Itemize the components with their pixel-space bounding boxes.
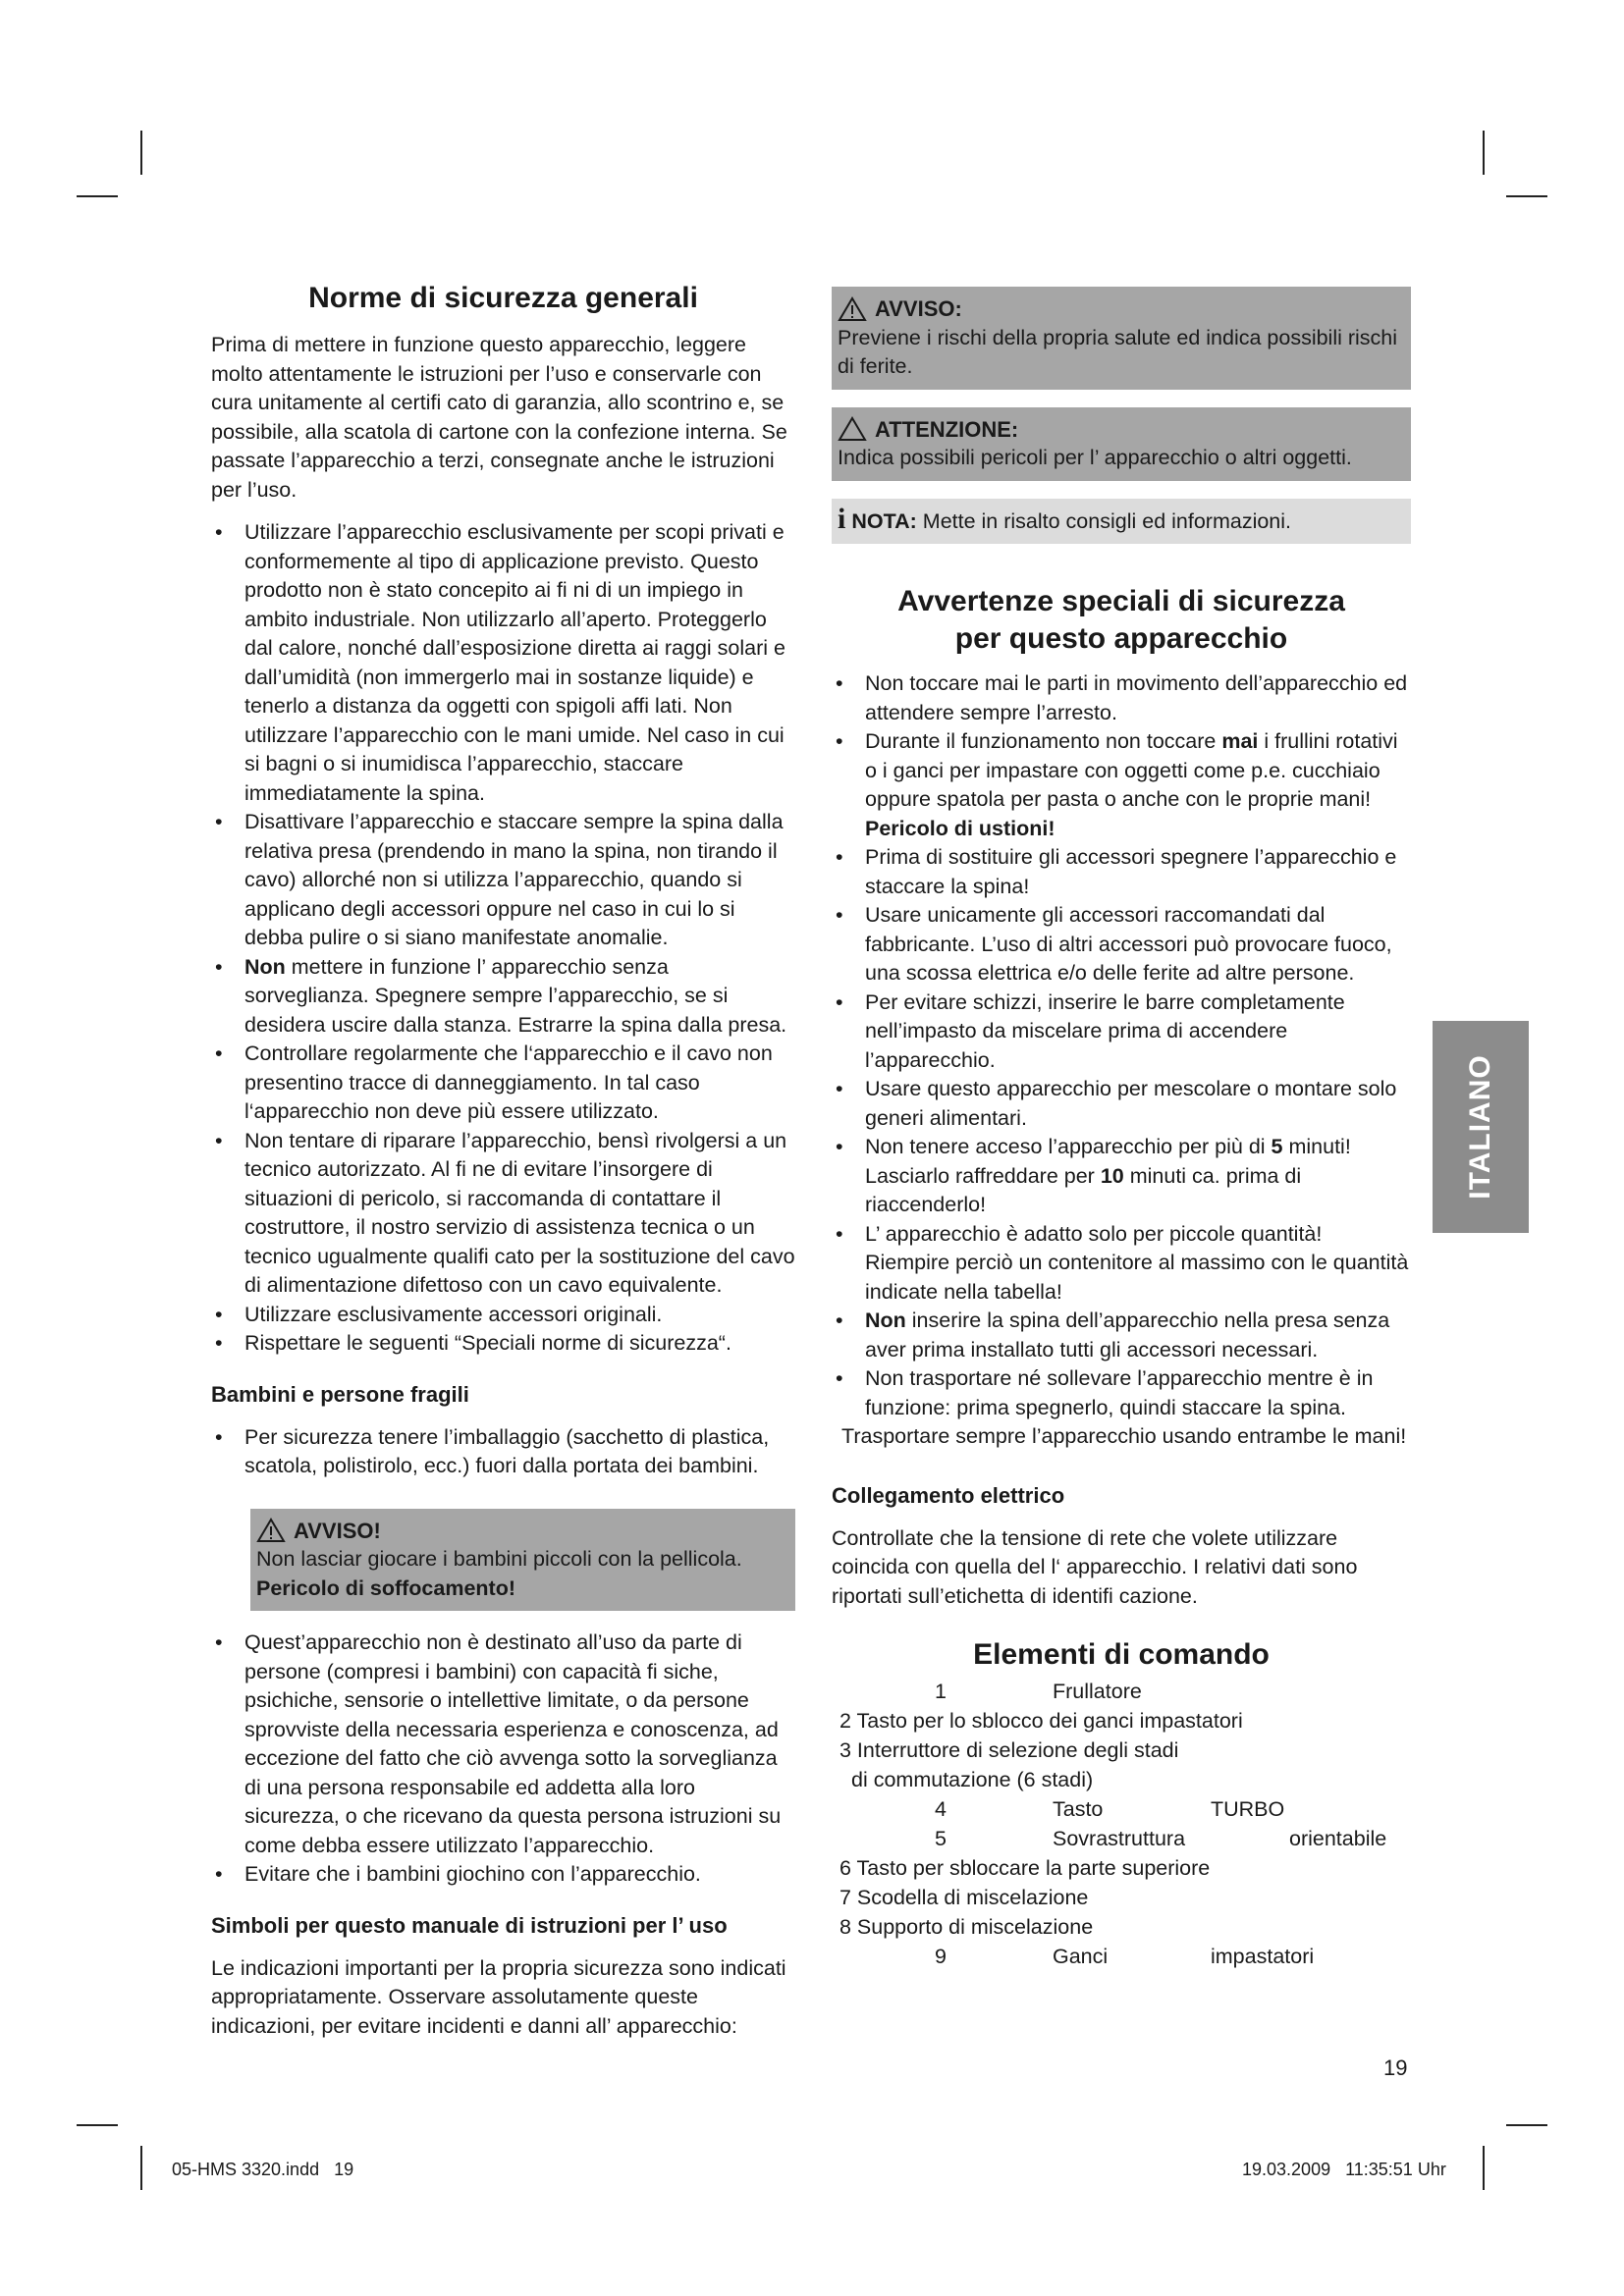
language-tab xyxy=(1433,1021,1529,1233)
avviso-title xyxy=(838,294,1401,324)
page-number: 19 xyxy=(1383,2056,1408,2080)
control-label: 2 Tasto per lo sblocco dei ganci impastatori xyxy=(839,1709,1243,1733)
control-number: 4 xyxy=(935,1797,947,1821)
control-item xyxy=(832,1854,1411,1884)
language-tab-label: ITALIANO xyxy=(1464,1054,1496,1200)
nota-label: NOTA: xyxy=(851,508,917,533)
control-label-extra: impastatori xyxy=(1211,1945,1315,1968)
symbols-section-title: Simboli per questo manuale di istruzioni per l’ uso xyxy=(211,1912,728,1938)
special-safety-title-line1: Avvertenze speciali di sicurezza xyxy=(897,585,1345,617)
bold-text: 5 xyxy=(1271,1135,1283,1158)
control-label-extra: orientabile xyxy=(1289,1827,1387,1850)
attenzione-text: Indica possibili pericoli per l’ apparecchio o altri oggetti. xyxy=(838,446,1352,469)
electrical-section-title: Collegamento elettrico xyxy=(832,1482,1065,1508)
info-icon: i xyxy=(838,502,846,535)
crop-mark xyxy=(140,131,142,175)
list-item: • Prima di sostituire gli accessori spegnere l’apparecchio e staccare la spina! xyxy=(832,843,1411,901)
list-item: • Non tentare di riparare l’apparecchio, bensì rivolgersi a un tecnico autorizzato. Al fi ne di evitare l’insorgere di situazioni di pericolo, si raccomanda di contattare il costruttore, il nostro servizio di assistenza tecnica o un tecnico ugualmente qualifi cato per la sostituzione del cavo di alimentazione difettoso con un cavo equivalente. xyxy=(211,1127,795,1301)
special-safety-title xyxy=(832,583,1411,658)
control-item xyxy=(832,1678,1411,1707)
list-item-text: inserire la spina dell’apparecchio nella presa senza aver prima installato tutti gli accessori necessari. xyxy=(865,1308,1390,1362)
control-label: Tasto xyxy=(1053,1797,1104,1821)
special-safety-title-line2: per questo apparecchio xyxy=(954,622,1288,655)
controls-list xyxy=(832,1678,1411,1972)
control-number: 5 xyxy=(935,1827,947,1850)
control-item xyxy=(832,1736,1411,1766)
list-item: • Utilizzare l’apparecchio esclusivamente per scopi privati e conformemente al tipo di applicazione previsto. Questo prodotto non è stato concepito ai fi ni di un impiego in ambito industriale. Non utilizzarlo all’aperto. Proteggerlo dal calore, nonché dall’esposizione diretta ai raggi solari e dall’umidità (non immergerlo mai in sostanze liquide) e tenerlo a distanza da oggetti con spigoli affi lati. Non utilizzare l’apparecchio con le mani umide. Nel caso in cui si bagni o si inumidisca l’apparecchio, staccare immediatamente la spina. xyxy=(211,518,795,808)
list-item xyxy=(832,1133,1411,1220)
crop-mark xyxy=(1483,2146,1485,2190)
transport-note: Trasportare sempre l’apparecchio usando entrambe le mani! xyxy=(841,1424,1407,1448)
list-item: • Quest’apparecchio non è destinato all’uso da parte di persone (compresi i bambini) con capacità fi siche, psichiche, sensorie o intellettive limitate, o da persone sprovviste della necessaria esperienza e conoscenza, ad eccezione del fatto che ciò avvenga sotto la sorveglianza di una persona responsabile ed addetta alla loro sicurezza, o che ricevano da questa persona istruzioni su come debba essere utilizzato l’apparecchio. xyxy=(211,1629,795,1860)
child-warning-box xyxy=(250,1509,795,1612)
list-item-text: Durante il funzionamento non toccare xyxy=(865,729,1222,753)
control-item xyxy=(832,1825,1411,1854)
control-item xyxy=(832,1913,1411,1943)
symbols-paragraph: Le indicazioni importanti per la propria sicurezza sono indicati appropriatamente. Osservare assolutamente queste indicazioni, per evitare incidenti e danni all’ apparecchio: xyxy=(211,1955,786,2038)
control-label: Ganci xyxy=(1053,1945,1109,1968)
avviso-text: Previene i rischi della propria salute ed indica possibili rischi di ferite. xyxy=(838,325,1398,378)
list-item-text: mettere in funzione l’ apparecchio senza sorveglianza. Spegnere sempre l’apparecchio, se si desidera uscire dalla stanza. Estrarre la spina dalla presa. xyxy=(244,954,787,1037)
list-item-text: minuti! Lasciarlo raffreddare per xyxy=(865,1135,1351,1188)
control-item xyxy=(832,1766,1411,1795)
list-item: • L’ apparecchio è adatto solo per piccole quantità! Riempire perciò un contenitore al massimo con le quantità indicate nella tabella! xyxy=(832,1220,1411,1308)
warning-box-title xyxy=(256,1517,785,1546)
nota-box xyxy=(832,499,1411,545)
list-item: • Per sicurezza tenere l’imballaggio (sacchetto di plastica, scatola, polistirolo, ecc.) fuori dalla portata dei bambini. xyxy=(211,1423,795,1481)
bold-text: mai xyxy=(1221,729,1259,753)
special-safety-list xyxy=(832,669,1411,1422)
bold-text: Non xyxy=(244,954,286,979)
crop-mark xyxy=(1506,2124,1547,2126)
general-safety-list xyxy=(211,518,795,1359)
list-item-text: i frullini rotativi o i ganci per impastare con oggetti come p.e. cucchiaio oppure spatola per pasta o anche con le proprie mani! xyxy=(865,729,1398,811)
control-label: 7 Scodella di miscelazione xyxy=(839,1886,1089,1909)
footer-file-info: 05-HMS 3320.indd 19 xyxy=(172,2160,354,2179)
crop-mark xyxy=(1506,195,1547,197)
crop-mark xyxy=(77,195,118,197)
controls-title: Elementi di comando xyxy=(973,1638,1270,1671)
attenzione-label: ATTENZIONE: xyxy=(875,416,1019,442)
bold-text: Non xyxy=(865,1308,906,1332)
avviso-label: AVVISO: xyxy=(875,296,962,321)
children-section-title: Bambini e persone fragili xyxy=(211,1381,469,1407)
control-label: Frullatore xyxy=(1053,1680,1142,1703)
attenzione-title xyxy=(838,415,1401,445)
list-item xyxy=(211,953,795,1041)
control-label-extra: TURBO xyxy=(1211,1797,1285,1821)
electrical-paragraph: Controllate che la tensione di rete che volete utilizzare coincida con quella del l‘ apparecchio. I relativi dati sono riportati sull’etichetta di identifi cazione. xyxy=(832,1525,1358,1608)
warning-triangle-icon xyxy=(256,1518,286,1543)
list-item: • Usare unicamente gli accessori raccomandati dal fabbricante. L’uso di altri accessori può provocare fuoco, una scossa elettrica e/o delle ferite ad altre persone. xyxy=(832,901,1411,988)
control-item xyxy=(832,1795,1411,1825)
bold-text: Pericolo di ustioni! xyxy=(865,816,1056,840)
nota-text: Mette in risalto consigli ed informazioni. xyxy=(916,508,1292,533)
control-number: 9 xyxy=(935,1945,947,1968)
list-item: • Utilizzare esclusivamente accessori originali. xyxy=(211,1301,795,1330)
list-item: • Evitare che i bambini giochino con l’apparecchio. xyxy=(211,1860,795,1890)
list-item: • Rispettare le seguenti “Speciali norme di sicurezza“. xyxy=(211,1329,795,1359)
list-item: • Usare questo apparecchio per mescolare o montare solo generi alimentari. xyxy=(832,1075,1411,1133)
crop-mark xyxy=(77,2124,118,2126)
list-item xyxy=(832,727,1411,843)
control-label: di commutazione (6 stadi) xyxy=(851,1768,1094,1791)
bold-text: 10 xyxy=(1100,1163,1124,1188)
control-label: 6 Tasto per sbloccare la parte superiore xyxy=(839,1856,1211,1880)
control-item xyxy=(832,1884,1411,1913)
list-item: • Controllare regolarmente che l‘apparecchio e il cavo non presentino tracce di danneggiamento. In tal caso l‘apparecchio non deve più essere utilizzato. xyxy=(211,1040,795,1127)
intro-paragraph: Prima di mettere in funzione questo apparecchio, leggere molto attentamente le istruzioni per l’uso e conservarle con cura unitamente al certifi cato di garanzia, allo scontrino e, se possibile, alla scatola di cartone con la confezione interna. Se passate l’apparecchio a terzi, consegnate anche le istruzioni per l’uso. xyxy=(211,333,787,502)
avviso-box xyxy=(832,287,1411,390)
warning-label: AVVISO! xyxy=(294,1518,381,1543)
list-item: • Disattivare l’apparecchio e staccare sempre la spina dalla relativa presa (prendendo in mano la spina, non tirando il cavo) allorché non si utilizza l’apparecchio, quando si applicano degli accessori oppure nel caso in cui lo si debba pulire o si siano manifestate anomalie. xyxy=(211,808,795,953)
footer-timestamp: 19.03.2009 11:35:51 Uhr xyxy=(1242,2160,1446,2179)
children-list-2 xyxy=(211,1629,795,1890)
list-item xyxy=(832,1307,1411,1364)
caution-triangle-icon xyxy=(838,416,867,442)
control-label: 3 Interruttore di selezione degli stadi xyxy=(839,1738,1179,1762)
list-item: • Non toccare mai le parti in movimento dell’apparecchio ed attendere sempre l’arresto. xyxy=(832,669,1411,727)
general-safety-title: Norme di sicurezza generali xyxy=(308,282,698,314)
list-item-text: minuti ca. prima di riaccenderlo! xyxy=(865,1163,1302,1216)
control-item xyxy=(832,1707,1411,1736)
children-list xyxy=(211,1423,795,1481)
list-item: • Non trasportare né sollevare l’apparecchio mentre è in funzione: prima spegnerlo, quindi staccare la spina. xyxy=(832,1364,1411,1422)
warning-emphasis: Pericolo di soffocamento! xyxy=(256,1575,516,1600)
warning-triangle-icon xyxy=(838,296,867,322)
crop-mark xyxy=(1483,131,1485,175)
crop-mark xyxy=(140,2146,142,2190)
warning-text: Non lasciar giocare i bambini piccoli con la pellicola. xyxy=(256,1547,742,1571)
control-label: 8 Supporto di miscelazione xyxy=(839,1915,1094,1939)
control-item xyxy=(832,1943,1411,1972)
list-item-text: Non tenere acceso l’apparecchio per più di xyxy=(865,1135,1272,1158)
left-column xyxy=(211,280,795,2055)
control-number: 1 xyxy=(935,1680,947,1703)
attenzione-box xyxy=(832,407,1411,481)
right-column xyxy=(832,287,1411,1972)
control-label: Sovrastruttura xyxy=(1053,1827,1186,1850)
list-item: • Per evitare schizzi, inserire le barre completamente nell’impasto da miscelare prima di accendere l’apparecchio. xyxy=(832,988,1411,1076)
